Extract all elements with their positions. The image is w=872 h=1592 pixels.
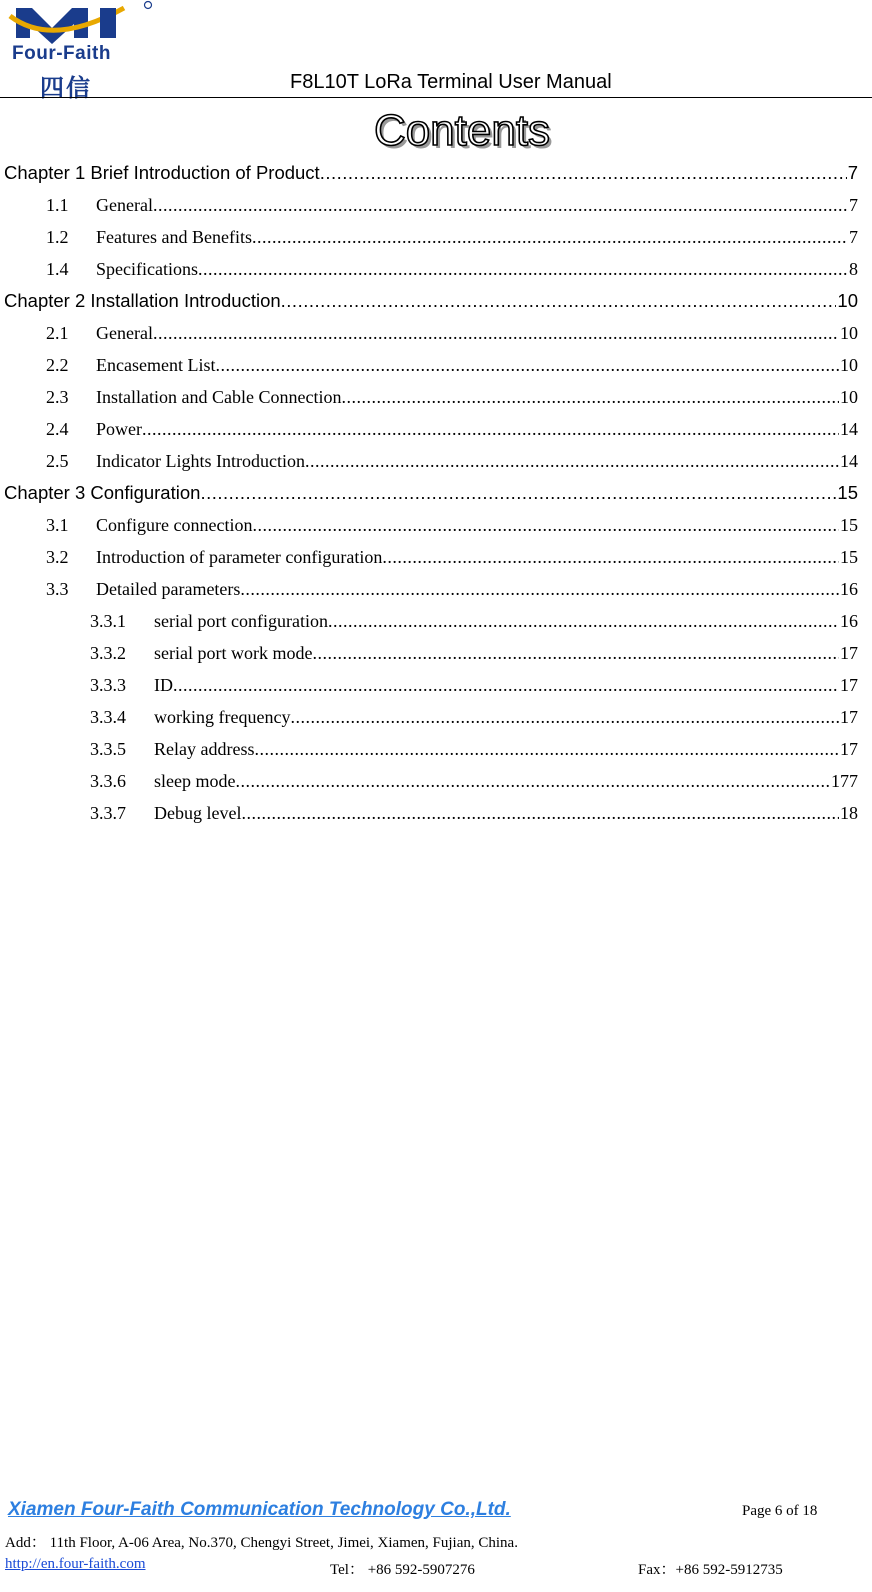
toc-entry[interactable]	[46, 184, 858, 216]
logo-text: Four-Faith	[12, 43, 111, 64]
toc-entry-number: 2.1	[46, 323, 69, 343]
toc-entry-title: Power	[96, 419, 142, 439]
toc-dot-leader	[328, 611, 839, 632]
four-faith-logo	[4, 0, 154, 102]
toc-entry-number: 1.2	[46, 227, 69, 247]
toc-entry-page: 10	[840, 323, 858, 343]
toc-dot-leader	[200, 482, 836, 504]
toc-entry-title: Indicator Lights Introduction	[96, 451, 305, 471]
toc-entry-title: Configure connection	[96, 515, 253, 535]
page-footer	[0, 1492, 872, 1592]
toc-entry-page: 17	[840, 643, 858, 663]
toc-entry-page: 10	[840, 387, 858, 407]
toc-dot-leader	[153, 323, 839, 344]
toc-entry-number: 2.4	[46, 419, 69, 439]
toc-entry-page: 16	[840, 579, 858, 599]
toc-entry-number: 3.3.3	[90, 675, 126, 695]
toc-entry-title: ID	[154, 675, 173, 695]
toc-entry[interactable]	[90, 664, 858, 696]
website-link[interactable]: http://en.four-faith.com	[5, 1556, 146, 1572]
company-address: Add： 11th Floor, A-06 Area, No.370, Chengyi Street, Jimei, Xiamen, Fujian, China.	[5, 1535, 518, 1551]
toc-dot-leader	[153, 195, 848, 216]
toc-entry-title: serial port configuration	[154, 611, 328, 631]
toc-dot-leader	[312, 643, 839, 664]
toc-entry[interactable]	[46, 216, 858, 248]
toc-entry-page: 17	[840, 739, 858, 759]
toc-entry-page: 16	[840, 611, 858, 631]
toc-entry-number: 1.1	[46, 195, 69, 215]
toc-entry[interactable]	[46, 312, 858, 344]
toc-entry[interactable]	[46, 408, 858, 440]
toc-entry-title: working frequency	[154, 707, 291, 727]
toc-entry-number: 3.3.2	[90, 643, 126, 663]
toc-entry[interactable]	[4, 152, 858, 184]
toc-entry-title: Features and Benefits	[96, 227, 252, 247]
toc-dot-leader	[382, 547, 839, 568]
toc-entry-page: 15	[837, 482, 858, 503]
page-number: Page 6 of 18	[742, 1503, 818, 1519]
toc-entry-title: Encasement List	[96, 355, 216, 375]
document-title: F8L10T LoRa Terminal User Manual	[290, 71, 612, 93]
toc-entry-title: Chapter 2 Installation Introduction	[4, 290, 281, 311]
telephone: Tel： +86 592-5907276	[330, 1562, 475, 1578]
toc-entry[interactable]	[90, 696, 858, 728]
toc-entry-title: Relay address	[154, 739, 255, 759]
fax-number: Fax：+86 592-5912735	[638, 1562, 783, 1578]
toc-dot-leader	[142, 419, 839, 440]
toc-entry[interactable]	[90, 632, 858, 664]
toc-entry-title: Specifications	[96, 259, 198, 279]
toc-entry-title: General	[96, 195, 153, 215]
toc-entry[interactable]	[90, 600, 858, 632]
toc-entry-title: Chapter 3 Configuration	[4, 482, 201, 503]
toc-entry-number: 3.3.4	[90, 707, 126, 727]
toc-entry-number: 3.1	[46, 515, 69, 535]
toc-entry-page: 14	[840, 419, 858, 439]
toc-dot-leader	[235, 771, 830, 792]
toc-dot-leader	[252, 515, 839, 536]
toc-entry[interactable]	[46, 376, 858, 408]
toc-dot-leader	[254, 739, 839, 760]
toc-entry-title: serial port work mode	[154, 643, 313, 663]
toc-entry[interactable]	[90, 728, 858, 760]
toc-entry[interactable]	[46, 536, 858, 568]
toc-entry-number: 2.5	[46, 451, 69, 471]
toc-entry-number: 2.3	[46, 387, 69, 407]
toc-entry-page: 10	[840, 355, 858, 375]
toc-entry[interactable]	[4, 280, 858, 312]
toc-entry-title: sleep mode	[154, 771, 236, 791]
company-name: Xiamen Four-Faith Communication Technology Co.,Ltd.	[8, 1499, 511, 1520]
toc-entry-title: Debug level	[154, 803, 242, 823]
toc-dot-leader	[305, 451, 839, 472]
toc-dot-leader	[341, 387, 839, 408]
toc-entry-number: 3.3.5	[90, 739, 126, 759]
toc-entry-page: 17	[840, 675, 858, 695]
toc-entry[interactable]	[46, 504, 858, 536]
toc-entry[interactable]	[46, 248, 858, 280]
toc-entry-page: 8	[849, 259, 858, 279]
toc-entry[interactable]	[46, 568, 858, 600]
toc-entry-number: 3.3.6	[90, 771, 126, 791]
toc-entry[interactable]	[46, 440, 858, 472]
logo-chinese-text: 四信	[40, 74, 92, 102]
toc-dot-leader	[240, 579, 839, 600]
toc-entry-number: 3.3	[46, 579, 69, 599]
toc-entry-page: 7	[849, 195, 858, 215]
toc-entry[interactable]	[90, 760, 858, 792]
toc-entry-number: 3.2	[46, 547, 69, 567]
toc-entry-title: General	[96, 323, 153, 343]
contents-heading: Contents	[373, 106, 551, 155]
toc-entry-title: Introduction of parameter configuration	[96, 547, 383, 567]
toc-dot-leader	[281, 290, 837, 312]
toc-entry-page: 18	[840, 803, 858, 823]
toc-dot-leader	[215, 355, 839, 376]
header-divider	[0, 97, 872, 98]
toc-entry-page: 15	[840, 515, 858, 535]
toc-entry-page: 15	[840, 547, 858, 567]
toc-entry[interactable]	[46, 344, 858, 376]
toc-entry-number: 1.4	[46, 259, 69, 279]
toc-entry-title: Installation and Cable Connection	[96, 387, 342, 407]
toc-dot-leader	[241, 803, 839, 824]
toc-entry-number: 2.2	[46, 355, 69, 375]
toc-dot-leader	[320, 162, 847, 184]
toc-entry-number: 3.3.1	[90, 611, 126, 631]
toc-entry-page: 177	[831, 771, 858, 791]
toc-entry[interactable]	[90, 792, 858, 824]
toc-dot-leader	[290, 707, 839, 728]
toc-entry-title: Detailed parameters	[96, 579, 241, 599]
toc-dot-leader	[198, 259, 848, 280]
toc-dot-leader	[252, 227, 848, 248]
toc-entry-page: 10	[837, 290, 858, 311]
toc-dot-leader	[173, 675, 839, 696]
toc-entry[interactable]	[4, 472, 858, 504]
toc-entry-page: 7	[849, 227, 858, 247]
page-header	[0, 0, 872, 100]
toc-entry-page: 14	[840, 451, 858, 471]
toc-entry-title: Chapter 1 Brief Introduction of Product	[4, 162, 320, 183]
toc-entry-number: 3.3.7	[90, 803, 126, 823]
toc-entry-page: 17	[840, 707, 858, 727]
toc-entry-page: 7	[847, 162, 858, 183]
